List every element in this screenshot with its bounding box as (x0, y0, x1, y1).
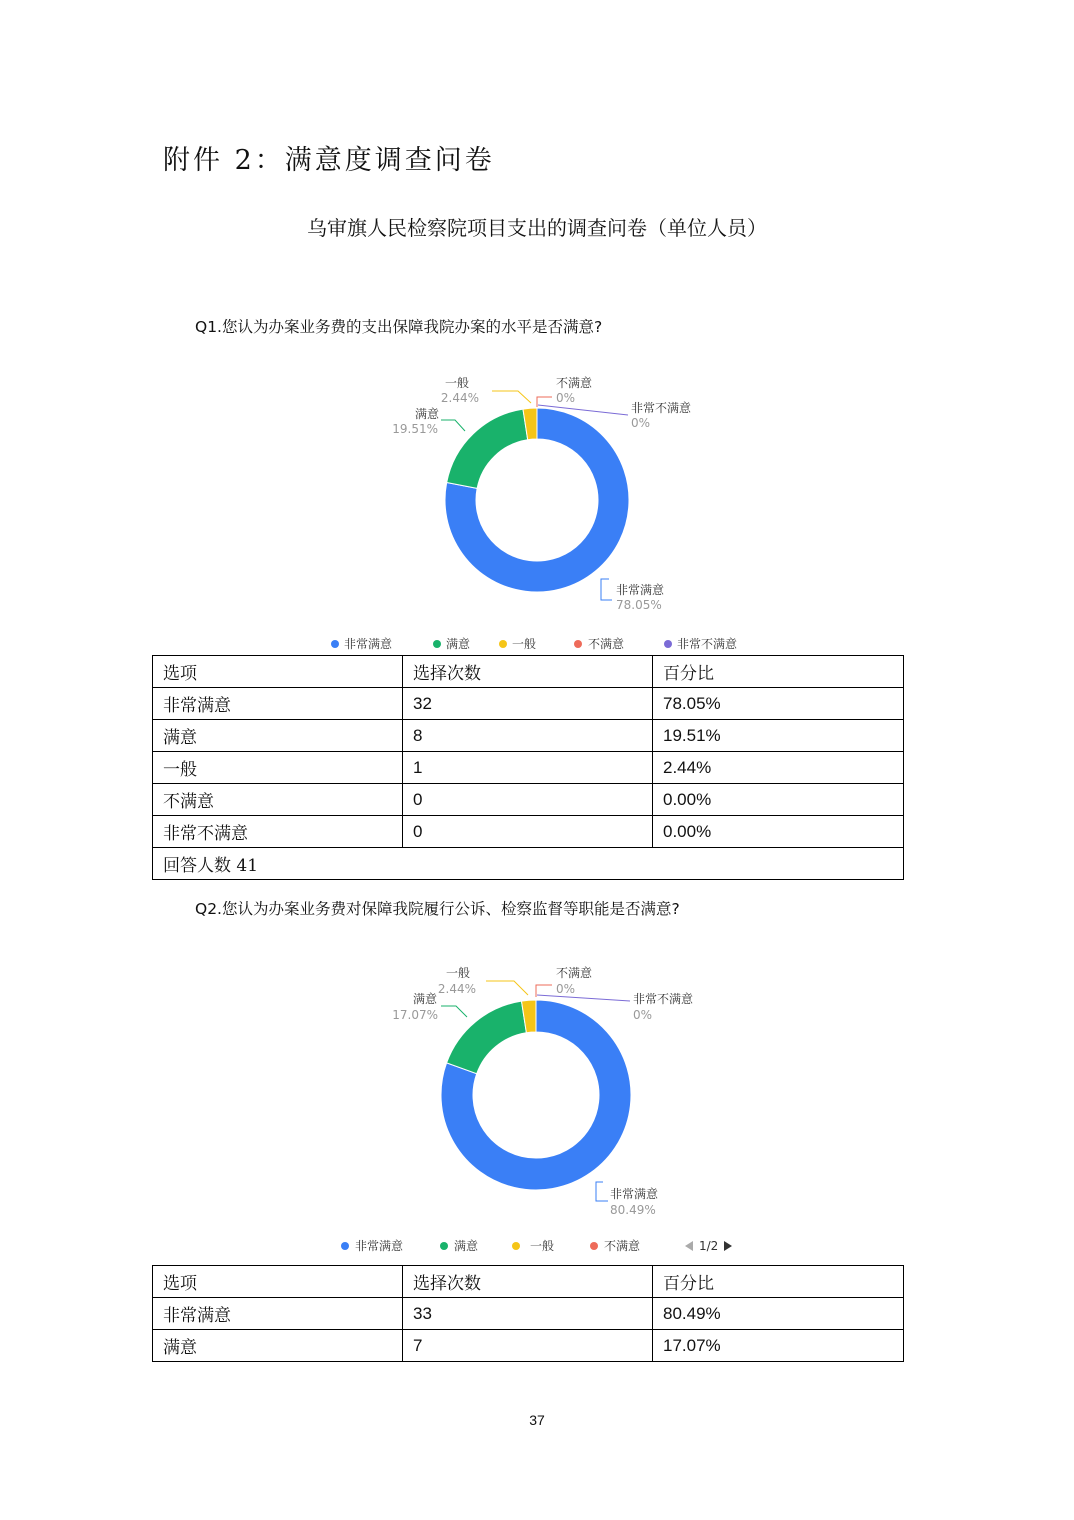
q1-legend-dot-average (499, 640, 507, 648)
q2-pct-very-satisfied: 80.49% (610, 1203, 656, 1217)
q1-pct-average: 2.44% (440, 391, 479, 405)
cell-percent: 80.49% (653, 1298, 904, 1330)
q1-legend-very-dissatisfied: 非常不满意 (677, 637, 738, 651)
legend-pager: 1/2 (699, 1239, 719, 1253)
table-row (153, 1330, 904, 1362)
q1-legend-dot-dissatisfied (574, 640, 582, 648)
cell-count: 8 (403, 720, 653, 752)
q1-legend-average: 一般 (512, 637, 537, 651)
q2-slice-satisfied (447, 1001, 527, 1074)
legend-prev-icon[interactable] (685, 1241, 693, 1251)
q2-leader-very-satisfied (596, 1182, 608, 1201)
cell-count: 0 (403, 784, 653, 816)
table-row (153, 1298, 904, 1330)
q2-label-satisfied: 满意 (412, 992, 437, 1006)
q2-label-very-dissatisfied: 非常不满意 (633, 992, 694, 1006)
q2-pct-dissatisfied: 0% (556, 982, 576, 996)
q1-pct-dissatisfied: 0% (556, 391, 576, 405)
cell-count: 33 (403, 1298, 653, 1330)
question-2: Q2.您认为办案业务费对保障我院履行公诉、检察监督等职能是否满意? (195, 900, 680, 918)
q1-legend-satisfied: 满意 (446, 637, 471, 651)
page-number: 37 (529, 1412, 545, 1428)
header-percent: 百分比 (653, 656, 904, 688)
cell-count: 0 (403, 816, 653, 848)
legend-next-icon[interactable] (724, 1241, 732, 1251)
q2-pct-very-dissatisfied: 0% (633, 1008, 653, 1022)
cell-count: 32 (403, 688, 653, 720)
cell-count: 1 (403, 752, 653, 784)
q2-legend-very-satisfied: 非常满意 (355, 1239, 404, 1253)
q2-slices (441, 1000, 631, 1190)
table-row (153, 784, 904, 816)
q1-legend-dot-very-satisfied (331, 640, 339, 648)
q1-donut-chart (0, 360, 1074, 660)
q1-label-very-dissatisfied: 非常不满意 (631, 401, 692, 415)
table-header-row (153, 656, 904, 688)
header-option: 选项 (153, 1266, 403, 1298)
q2-leader-very-dissatisfied (537, 995, 630, 1001)
cell-option: 一般 (153, 752, 403, 784)
cell-percent: 19.51% (653, 720, 904, 752)
q2-donut-chart (0, 955, 1074, 1260)
q1-legend-dot-very-dissatisfied (664, 640, 672, 648)
q1-slice-satisfied (447, 409, 528, 488)
header-percent: 百分比 (653, 1266, 904, 1298)
header-count: 选择次数 (403, 656, 653, 688)
q1-pct-very-satisfied: 78.05% (616, 598, 662, 612)
q2-label-very-satisfied: 非常满意 (610, 1187, 659, 1201)
q1-legend-very-satisfied: 非常满意 (344, 637, 393, 651)
q2-legend-dot-dissatisfied (590, 1242, 598, 1250)
cell-count: 7 (403, 1330, 653, 1362)
q1-results-table (152, 655, 904, 880)
q2-leader-satisfied (441, 1006, 467, 1017)
q1-leader-satisfied (441, 420, 465, 431)
header-count: 选择次数 (403, 1266, 653, 1298)
q1-slices (445, 408, 629, 592)
document-title: 乌审旗人民检察院项目支出的调查问卷（单位人员） (307, 216, 767, 240)
q1-leader-average (492, 391, 531, 403)
q1-legend-dot-satisfied (433, 640, 441, 648)
q1-label-very-satisfied: 非常满意 (616, 583, 665, 597)
table-footer-row (153, 848, 904, 880)
cell-option: 满意 (153, 720, 403, 752)
q2-leader-average (486, 981, 528, 995)
q1-pct-very-dissatisfied: 0% (631, 416, 651, 430)
header-option: 选项 (153, 656, 403, 688)
q1-legend (331, 636, 737, 651)
q2-legend-satisfied: 满意 (454, 1239, 479, 1253)
table-row (153, 720, 904, 752)
table-row (153, 752, 904, 784)
q2-label-average: 一般 (445, 966, 470, 980)
q2-legend-dot-average (512, 1242, 520, 1250)
q1-pct-satisfied: 19.51% (392, 422, 438, 436)
table-header-row (153, 1266, 904, 1298)
q1-leader-very-satisfied (601, 579, 612, 600)
table-row (153, 688, 904, 720)
q2-legend-average: 一般 (530, 1239, 555, 1253)
appendix-title: 附件 2：满意度调查问卷 (163, 145, 495, 176)
q1-label-dissatisfied: 不满意 (556, 376, 593, 390)
q2-legend-dot-very-satisfied (341, 1242, 349, 1250)
q1-legend-dissatisfied: 不满意 (588, 637, 625, 651)
cell-percent: 2.44% (653, 752, 904, 784)
cell-option: 非常不满意 (153, 816, 403, 848)
respondent-count: 回答人数 41 (153, 848, 904, 880)
q2-legend-dissatisfied: 不满意 (604, 1239, 641, 1253)
q1-label-satisfied: 满意 (414, 407, 439, 421)
cell-percent: 78.05% (653, 688, 904, 720)
cell-option: 满意 (153, 1330, 403, 1362)
cell-option: 非常满意 (153, 688, 403, 720)
q2-pct-satisfied: 17.07% (392, 1008, 438, 1022)
cell-percent: 0.00% (653, 816, 904, 848)
q2-label-dissatisfied: 不满意 (556, 966, 593, 980)
cell-option: 非常满意 (153, 1298, 403, 1330)
q1-label-average: 一般 (444, 376, 469, 390)
q2-pct-average: 2.44% (437, 982, 476, 996)
question-1: Q1.您认为办案业务费的支出保障我院办案的水平是否满意? (195, 318, 603, 336)
q2-legend (341, 1238, 732, 1253)
table-row (153, 816, 904, 848)
cell-percent: 17.07% (653, 1330, 904, 1362)
q2-results-table (152, 1265, 904, 1362)
cell-option: 不满意 (153, 784, 403, 816)
cell-percent: 0.00% (653, 784, 904, 816)
q2-legend-dot-satisfied (440, 1242, 448, 1250)
